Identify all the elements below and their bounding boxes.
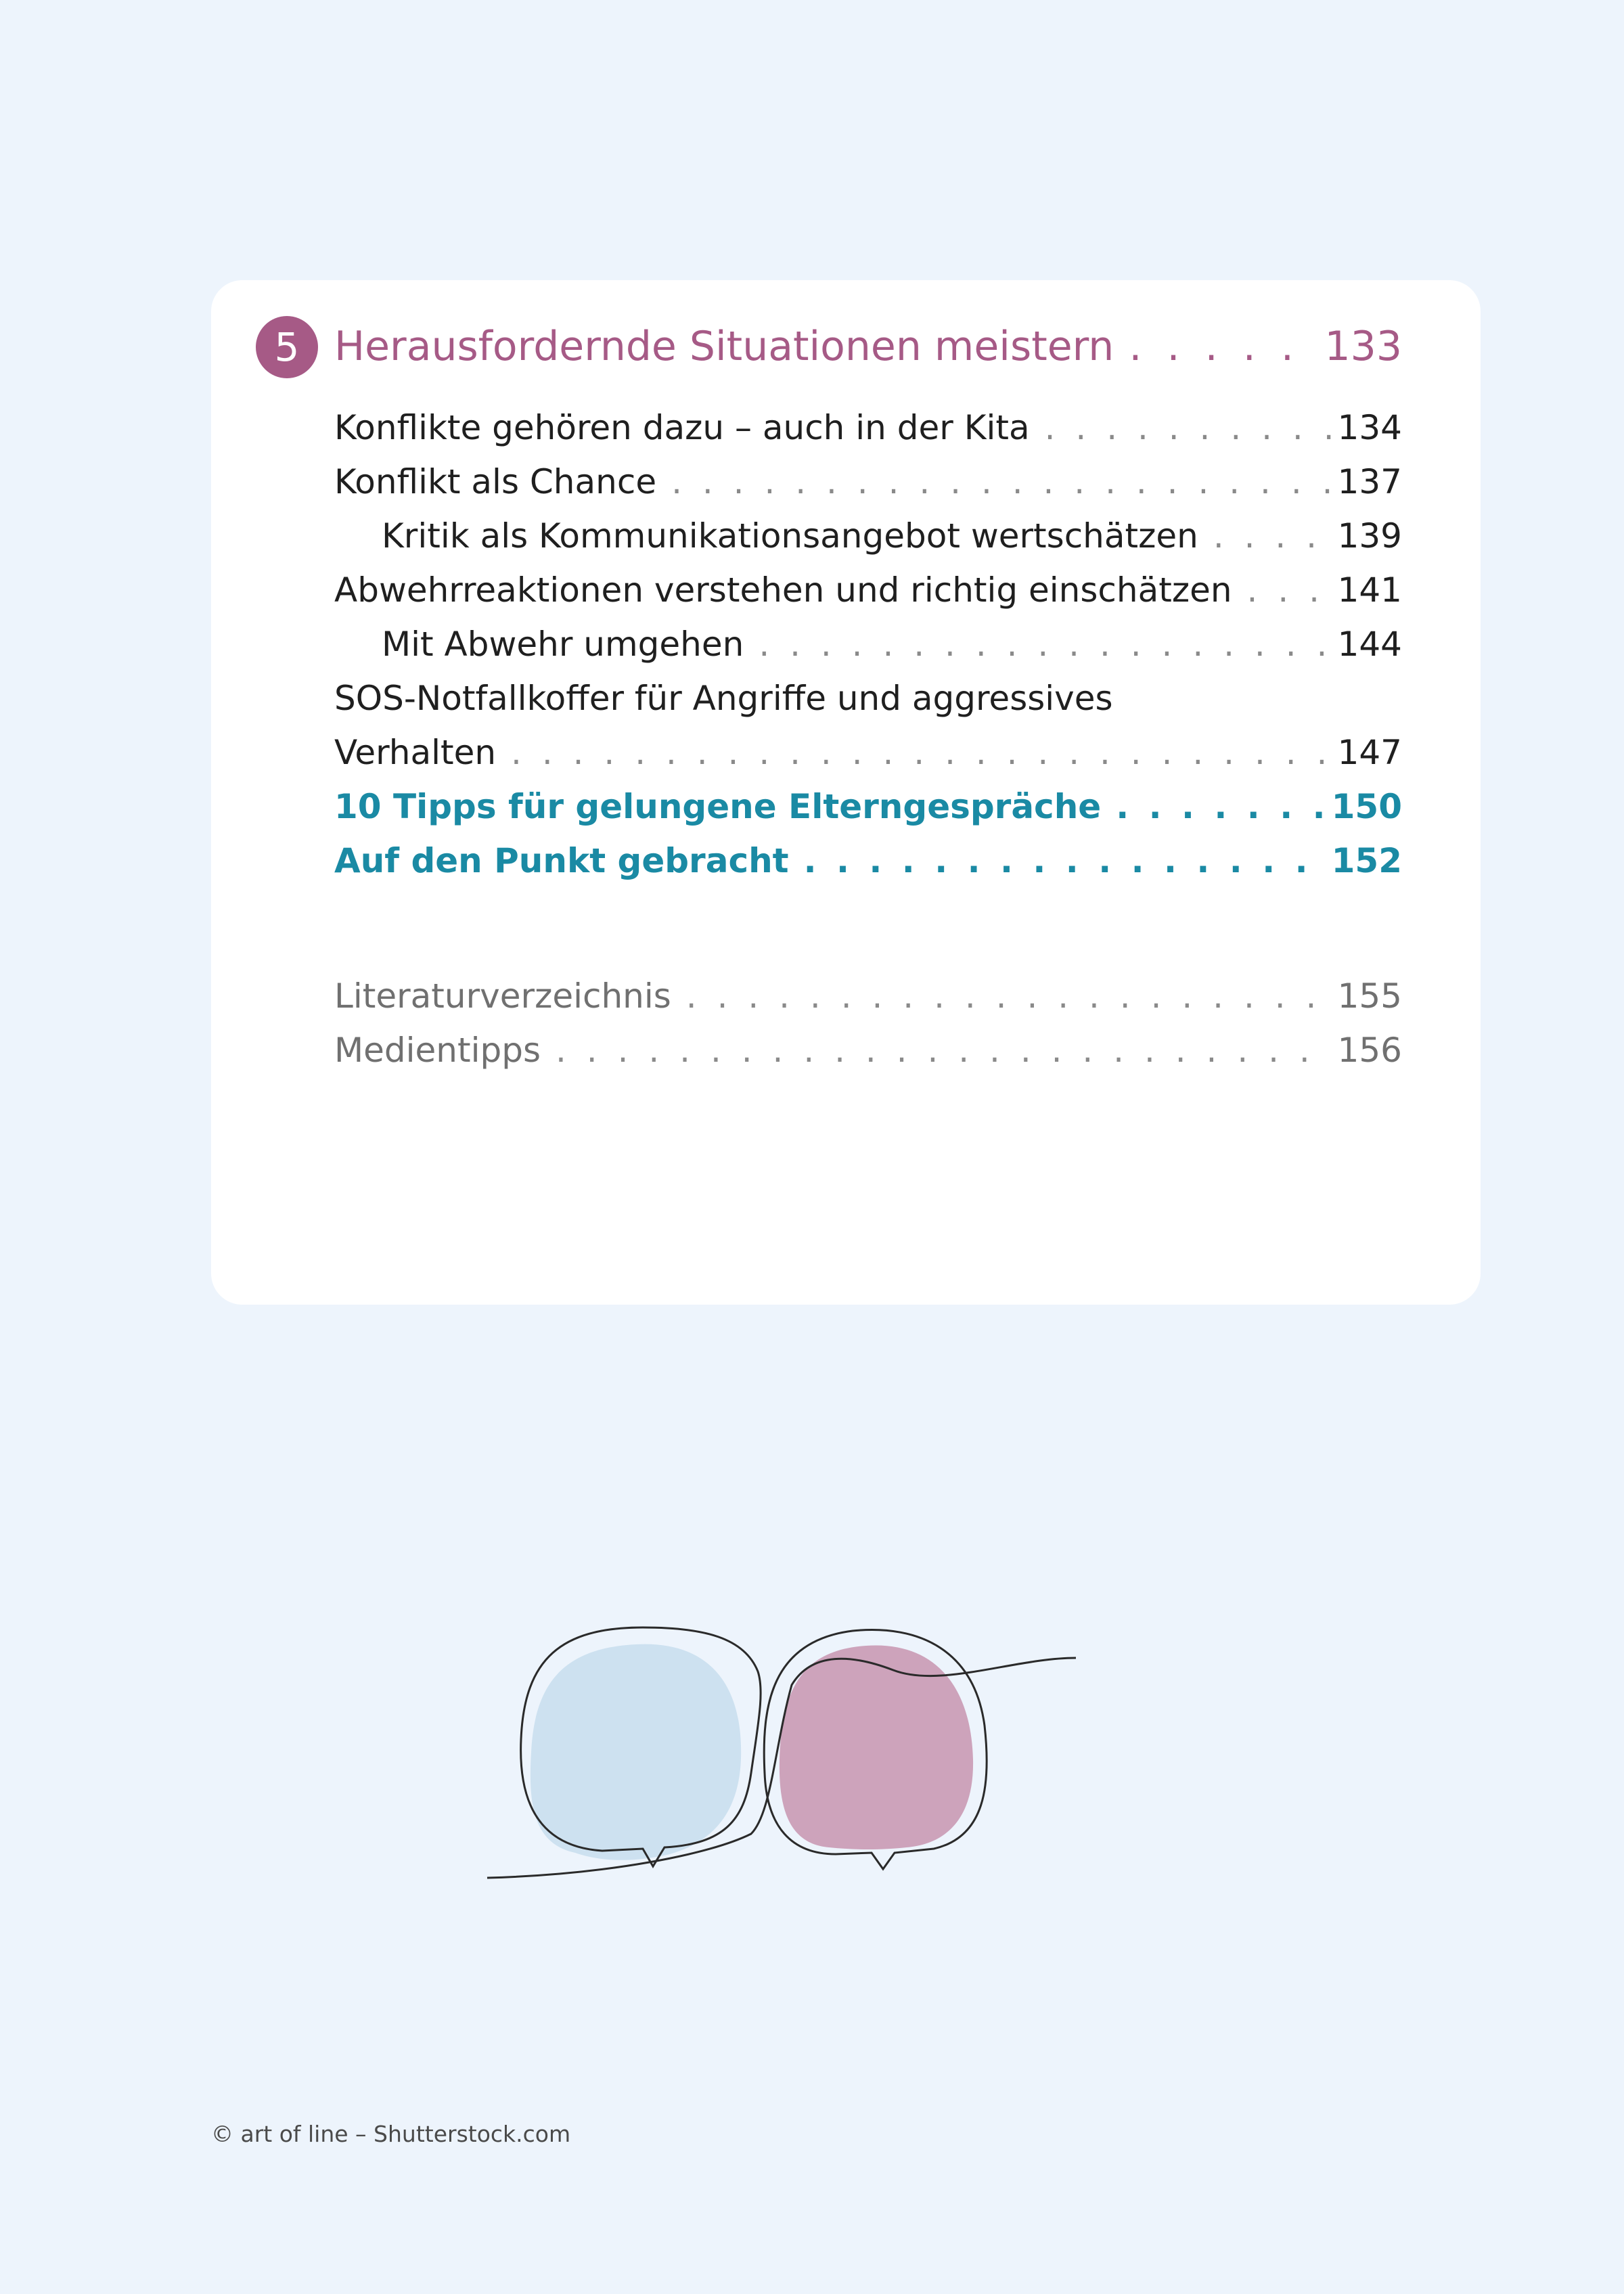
- chapter-number-badge: 5: [256, 316, 318, 378]
- toc-entry[interactable]: [334, 401, 1402, 455]
- toc-entry[interactable]: [334, 725, 1402, 780]
- dot-leader: [511, 725, 1332, 780]
- toc-entry-highlight[interactable]: [334, 834, 1402, 888]
- toc-entry-title: Konflikt als Chance: [334, 462, 657, 501]
- toc-appendix-entry[interactable]: [334, 969, 1402, 1023]
- toc-entry-title: Medientipps: [334, 1031, 541, 1070]
- chapter-page-number: 133: [1324, 323, 1402, 370]
- toc-entry-page: 144: [1337, 625, 1402, 664]
- toc-entry-title: Abwehrreaktionen verstehen und richtig einschätzen: [334, 570, 1232, 610]
- dot-leader: [1213, 509, 1332, 563]
- toc-entry-title: 10 Tipps für gelungene Elterngespräche: [334, 787, 1102, 826]
- toc-entry-title: Auf den Punkt gebracht: [334, 841, 789, 880]
- toc-entry-page: 155: [1337, 976, 1402, 1016]
- toc-entries: [334, 401, 1402, 1077]
- dot-leader: [1129, 317, 1319, 376]
- toc-entry-highlight[interactable]: [334, 780, 1402, 834]
- toc-subentry[interactable]: [334, 617, 1402, 671]
- dot-leader: [686, 969, 1332, 1023]
- toc-entry-page: 150: [1331, 787, 1402, 826]
- toc-entry[interactable]: [334, 563, 1402, 617]
- toc-entry-page: 134: [1337, 408, 1402, 447]
- toc-entry-title: SOS-Notfallkoffer für Angriffe und aggressives: [334, 679, 1113, 718]
- dot-leader: [1045, 401, 1332, 455]
- toc-entry-page: 137: [1337, 462, 1402, 501]
- blue-bubble-fill: [531, 1644, 741, 1860]
- toc-entry-page: 141: [1337, 570, 1402, 610]
- toc-entry-page: 156: [1337, 1031, 1402, 1070]
- toc-entry-page: 147: [1337, 733, 1402, 772]
- toc-entry-title: Mit Abwehr umgehen: [382, 625, 744, 664]
- toc-entry-title: Literaturverzeichnis: [334, 976, 671, 1016]
- dot-leader: [1247, 563, 1332, 617]
- toc-entry-title: Kritik als Kommunikationsangebot wertschätzen: [382, 516, 1198, 556]
- dot-leader: [671, 455, 1332, 509]
- speech-bubbles-icon: [474, 1611, 1218, 1895]
- image-credit: © art of line – Shutterstock.com: [211, 2121, 571, 2147]
- toc-entry[interactable]: [334, 455, 1402, 509]
- toc-entry-title: Konflikte gehören dazu – auch in der Kita: [334, 408, 1030, 447]
- section-gap: [334, 888, 1402, 969]
- chapter-title: Herausfordernde Situationen meistern: [334, 323, 1114, 370]
- dot-leader: [759, 617, 1332, 671]
- dot-leader: [804, 834, 1326, 888]
- dot-leader: [556, 1023, 1332, 1077]
- toc-entry-page: 139: [1337, 516, 1402, 556]
- toc-entry-first-line[interactable]: [334, 671, 1402, 725]
- toc-entry-title: Verhalten: [334, 733, 497, 772]
- toc-chapter-heading[interactable]: [334, 317, 1402, 376]
- dot-leader: [1116, 780, 1326, 834]
- toc-subentry[interactable]: [334, 509, 1402, 563]
- toc-entry-page: 152: [1331, 841, 1402, 880]
- toc-appendix-entry[interactable]: [334, 1023, 1402, 1077]
